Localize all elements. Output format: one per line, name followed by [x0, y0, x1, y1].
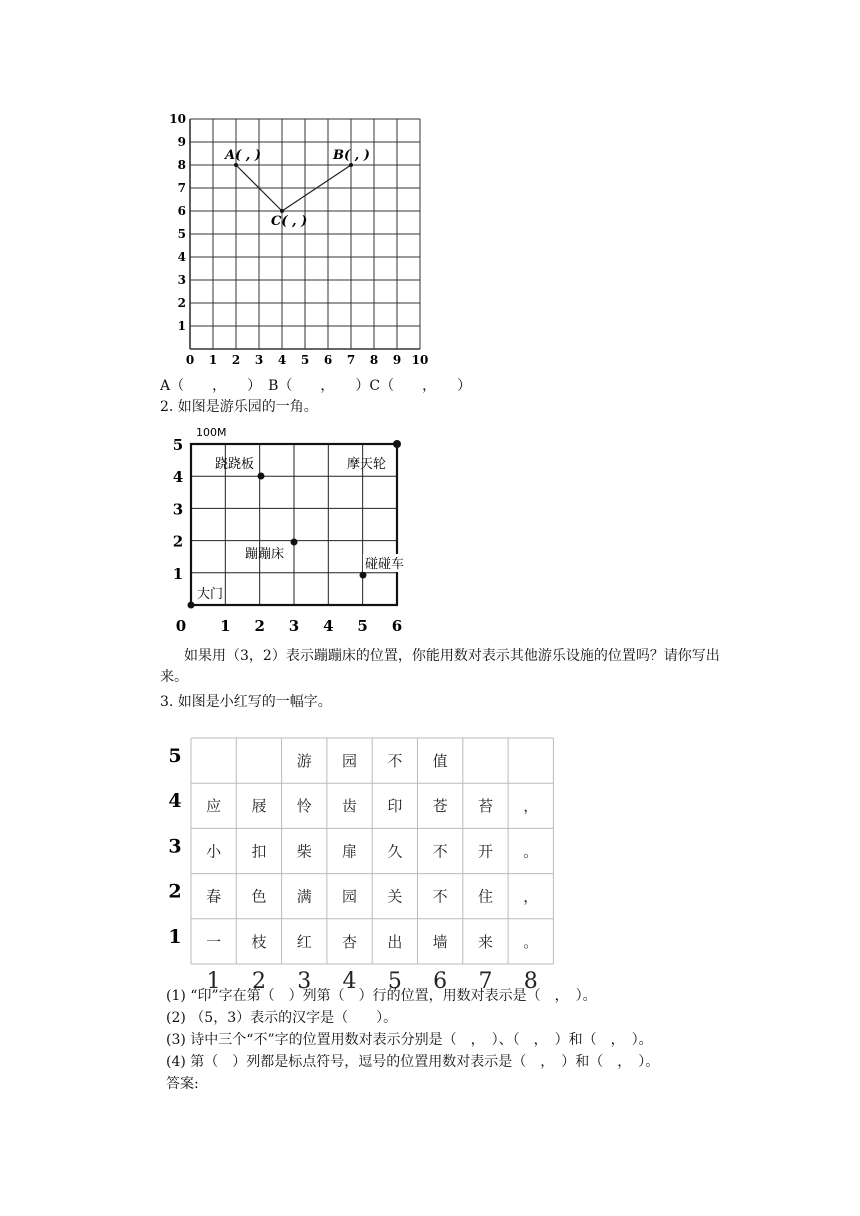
poem-character: 印 — [387, 797, 403, 816]
y-tick-label: 4 — [177, 250, 186, 264]
point-c-label: C( , ) — [271, 214, 308, 229]
poem-character: 苍 — [432, 797, 448, 816]
poem-character: 枝 — [251, 932, 267, 951]
x-tick-label: 4 — [277, 353, 287, 367]
poem-character: 怜 — [296, 797, 312, 816]
point-c — [280, 209, 284, 213]
x-axis-ticks — [186, 353, 429, 367]
park-y-tick: 3 — [172, 500, 184, 519]
q3-question-3: (3) 诗中三个“不”字的位置用数对表示分别是（ ， ）、（ ， ）和（ ， ）。 — [166, 1032, 653, 1048]
poem-character: 游 — [296, 752, 312, 770]
row-label: 3 — [168, 835, 182, 858]
poem-character: 扣 — [251, 842, 267, 861]
q2-paragraph-line2: 来。 — [160, 669, 188, 685]
poem-character: 苔 — [477, 797, 493, 816]
column-label: 5 — [387, 969, 402, 994]
coordinate-grid-figure — [165, 110, 435, 372]
q2-heading: 2. 如图是游乐园的一角。 — [160, 399, 318, 415]
x-tick-label: 8 — [369, 353, 379, 367]
bumper-cars-point — [360, 572, 367, 579]
ferris-wheel-point — [393, 440, 401, 448]
point-b-label: B( , ) — [333, 148, 370, 163]
y-tick-label: 1 — [177, 319, 186, 333]
ferris-wheel-label: 摩天轮 — [347, 457, 387, 472]
park-x-tick: 4 — [323, 617, 334, 635]
x-tick-label: 1 — [208, 353, 218, 367]
poem-character: 一 — [206, 932, 222, 951]
scale-label: 100M — [196, 426, 227, 439]
poem-character: 不 — [387, 752, 403, 770]
poem-character: 久 — [387, 842, 403, 861]
poem-character: 园 — [342, 887, 358, 906]
poem-character: 柴 — [296, 842, 312, 861]
park-y-tick: 5 — [172, 436, 184, 454]
x-tick-label: 2 — [231, 353, 241, 367]
park-x-tick: 2 — [254, 617, 265, 635]
column-label: 8 — [523, 969, 538, 994]
q3-heading: 3. 如图是小红写的一幅字。 — [160, 694, 332, 710]
row-label: 5 — [168, 745, 182, 767]
poem-character: 色 — [251, 887, 267, 906]
calligraphy-grid-lines — [191, 738, 553, 964]
column-label: 7 — [478, 969, 493, 994]
poem-character: 园 — [342, 752, 358, 770]
park-x-tick: 5 — [357, 617, 368, 635]
row-label: 1 — [168, 925, 182, 948]
gate-point — [188, 602, 195, 609]
column-label: 1 — [206, 969, 221, 994]
poem-character: 来 — [477, 932, 493, 951]
trampoline-point — [291, 539, 298, 546]
y-tick-label: 2 — [177, 296, 186, 310]
poem-character: 墙 — [432, 932, 448, 951]
q1-answer-line: A（ ， ） B（ ， ）C（ ， ） — [160, 378, 472, 394]
q3-question-4: (4) 第（ ）列都是标点符号，逗号的位置用数对表示是（ ， ）和（ ， ）。 — [166, 1054, 660, 1070]
bumper-cars-label: 碰碰车 — [365, 557, 405, 572]
poem-character: 开 — [477, 842, 493, 861]
seesaw-label: 跷跷板 — [215, 457, 255, 472]
poem-character: 。 — [523, 842, 539, 861]
poem-character: 杏 — [342, 932, 358, 951]
poem-character: 应 — [206, 797, 222, 816]
amusement-park-map — [165, 420, 415, 640]
park-x-tick: 0 — [175, 617, 187, 635]
column-label: 4 — [342, 969, 357, 994]
point-b — [349, 163, 353, 167]
poem-character: 屐 — [251, 797, 267, 816]
poem-character: 值 — [432, 752, 448, 770]
point-a — [234, 163, 238, 167]
row-label: 2 — [168, 880, 182, 903]
column-label: 3 — [297, 969, 312, 994]
poem-character: 住 — [477, 887, 493, 906]
answer-label: 答案: — [166, 1076, 199, 1092]
q3-question-1: (1) “印”字在第（ ）列第（ ）行的位置，用数对表示是（ ， ）。 — [166, 988, 597, 1004]
park-y-tick: 2 — [172, 532, 184, 551]
calligraphy-grid — [160, 730, 560, 994]
y-tick-label: 10 — [169, 112, 186, 126]
y-tick-label: 3 — [177, 273, 186, 287]
row-label: 4 — [168, 790, 182, 813]
park-y-tick: 1 — [172, 564, 184, 583]
q3-question-2: (2) （5，3）表示的汉字是（ ）。 — [166, 1010, 398, 1026]
poem-character: 红 — [296, 932, 312, 951]
poem-character: 满 — [296, 887, 312, 906]
y-tick-label: 5 — [177, 227, 186, 241]
y-tick-label: 7 — [177, 181, 186, 195]
seesaw-point — [258, 473, 265, 480]
column-label: 6 — [433, 969, 448, 994]
point-a-label: A( , ) — [225, 148, 261, 163]
park-y-tick: 4 — [172, 468, 184, 487]
poem-character: 关 — [387, 887, 403, 906]
x-tick-label: 3 — [254, 353, 264, 367]
poem-character: 齿 — [342, 797, 358, 816]
trampoline-label: 蹦蹦床 — [245, 547, 285, 562]
row-labels — [168, 745, 181, 948]
poem-character: 。 — [523, 932, 539, 951]
x-tick-label: 0 — [185, 353, 195, 367]
poem-character: ， — [523, 797, 539, 816]
gate-label: 大门 — [197, 587, 224, 602]
y-axis-ticks — [169, 112, 186, 333]
park-x-tick: 3 — [288, 617, 300, 635]
x-tick-label: 5 — [300, 353, 310, 367]
poem-character: 不 — [432, 842, 448, 861]
column-label: 2 — [251, 969, 266, 994]
park-y-ticks — [173, 436, 183, 583]
park-x-ticks — [176, 617, 402, 635]
q2-paragraph-line1: 如果用（3，2）表示蹦蹦床的位置，你能用数对表示其他游乐设施的位置吗？请你写出 — [184, 648, 720, 664]
y-tick-label: 6 — [177, 204, 186, 218]
x-tick-label: 10 — [411, 353, 429, 367]
x-tick-label: 6 — [323, 353, 333, 367]
y-tick-label: 9 — [177, 135, 186, 149]
park-x-tick: 1 — [220, 617, 231, 635]
poem-character: 小 — [206, 842, 222, 861]
y-tick-label: 8 — [177, 158, 186, 172]
poem-character: 出 — [387, 932, 403, 951]
x-tick-label: 9 — [392, 353, 402, 367]
park-x-tick: 6 — [391, 617, 403, 635]
poem-character: 不 — [432, 887, 448, 906]
x-tick-label: 7 — [346, 353, 356, 367]
poem-character: ， — [523, 887, 539, 906]
poem-character: 扉 — [342, 842, 358, 861]
poem-character: 春 — [206, 887, 222, 906]
